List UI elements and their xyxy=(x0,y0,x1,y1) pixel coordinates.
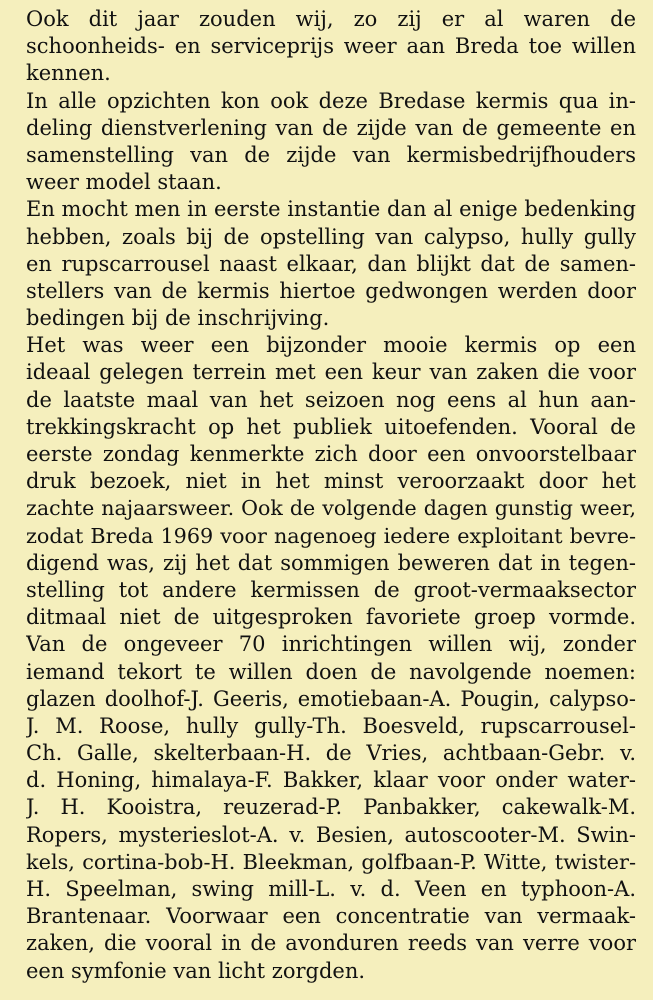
text-line: Ch. Galle, skelterbaan-H. de Vries, achtbaan-Gebr. v. xyxy=(26,741,636,766)
text-line: Ropers, mysterieslot-A. v. Besien, autoscooter-M. Swin- xyxy=(26,822,636,847)
text-line: zodat Breda 1969 voor nagenoeg iedere exploitant bevre- xyxy=(26,523,636,548)
text-line: eerste zondag kenmerkte zich door een onvoorstelbaar xyxy=(26,442,636,466)
text-line: J. H. Kooistra, reuzerad-P. Panbakker, cakewalk-M. xyxy=(26,795,636,820)
text-line: digend was, zij het dat sommigen beweren dat in tegen- xyxy=(26,550,636,575)
text-line: Ook dit jaar zouden wij, zo zij er al waren de xyxy=(26,7,636,31)
text-line: In alle opzichten kon ook deze Bredase kermis qua in- xyxy=(26,88,636,113)
text-line: Het was weer een bijzonder mooie kermis op een xyxy=(26,333,636,358)
text-line: trekkingskracht op het publiek uitoefenden. Vooral de xyxy=(26,414,636,439)
text-line: bedingen bij de inschrijving. xyxy=(26,306,330,331)
text-line: J. M. Roose, hully gully-Th. Boesveld, rupscarrousel- xyxy=(26,713,636,738)
text-line: kennen. xyxy=(26,61,111,86)
paragraph-3 xyxy=(26,196,636,332)
text-line: En mocht men in eerste instantie dan al enige bedenking xyxy=(26,197,636,222)
paragraph-4 xyxy=(26,332,636,985)
text-line: weer model staan. xyxy=(26,170,222,195)
text-line: druk bezoek, niet in het minst veroorzaakt door het xyxy=(26,469,636,494)
text-line: stellers van de kermis hiertoe gedwongen werden door xyxy=(26,278,636,303)
text-line: hebben, zoals bij de opstelling van calypso, hully gully xyxy=(26,224,636,249)
text-line: een symfonie van licht zorgden. xyxy=(26,958,366,983)
text-line: schoonheids- en serviceprijs weer aan Breda toe willen xyxy=(26,34,636,59)
text-line: iemand tekort te willen doen de navolgende noemen: xyxy=(26,659,636,684)
text-line: en rupscarrousel naast elkaar, dan blijkt dat de samen- xyxy=(26,251,636,276)
text-line: glazen doolhof-J. Geeris, emotiebaan-A. Pougin, calypso- xyxy=(26,686,636,711)
text-line: stelling tot andere kermissen de groot-vermaaksector xyxy=(26,577,636,602)
text-line: Van de ongeveer 70 inrichtingen willen wij, zonder xyxy=(26,632,636,657)
text-line: ideaal gelegen terrein met een keur van zaken die voor xyxy=(26,360,636,385)
text-line: samenstelling van de zijde van kermisbedrijfhouders xyxy=(26,142,636,167)
paragraph-2 xyxy=(26,88,636,197)
text-line: ditmaal niet de uitgesproken favoriete groep vormde. xyxy=(26,605,636,630)
text-line: zaken, die vooral in de avonduren reeds van verre voor xyxy=(26,931,636,956)
text-line: zachte najaarsweer. Ook de volgende dagen gunstig weer, xyxy=(26,496,636,521)
text-line: de laatste maal van het seizoen nog eens al hun aan- xyxy=(26,387,636,412)
text-line: H. Speelman, swing mill-L. v. d. Veen en typhoon-A. xyxy=(26,877,636,901)
text-line: d. Honing, himalaya-F. Bakker, klaar voor onder water- xyxy=(26,768,636,793)
document-page xyxy=(26,6,636,985)
paragraph-1 xyxy=(26,6,636,88)
text-line: deling dienstverlening van de zijde van de gemeente en xyxy=(26,115,636,140)
text-line: kels, cortina-bob-H. Bleekman, golfbaan-P. Witte, twister- xyxy=(26,849,636,874)
text-line: Brantenaar. Voorwaar een concentratie van vermaak- xyxy=(26,904,636,929)
